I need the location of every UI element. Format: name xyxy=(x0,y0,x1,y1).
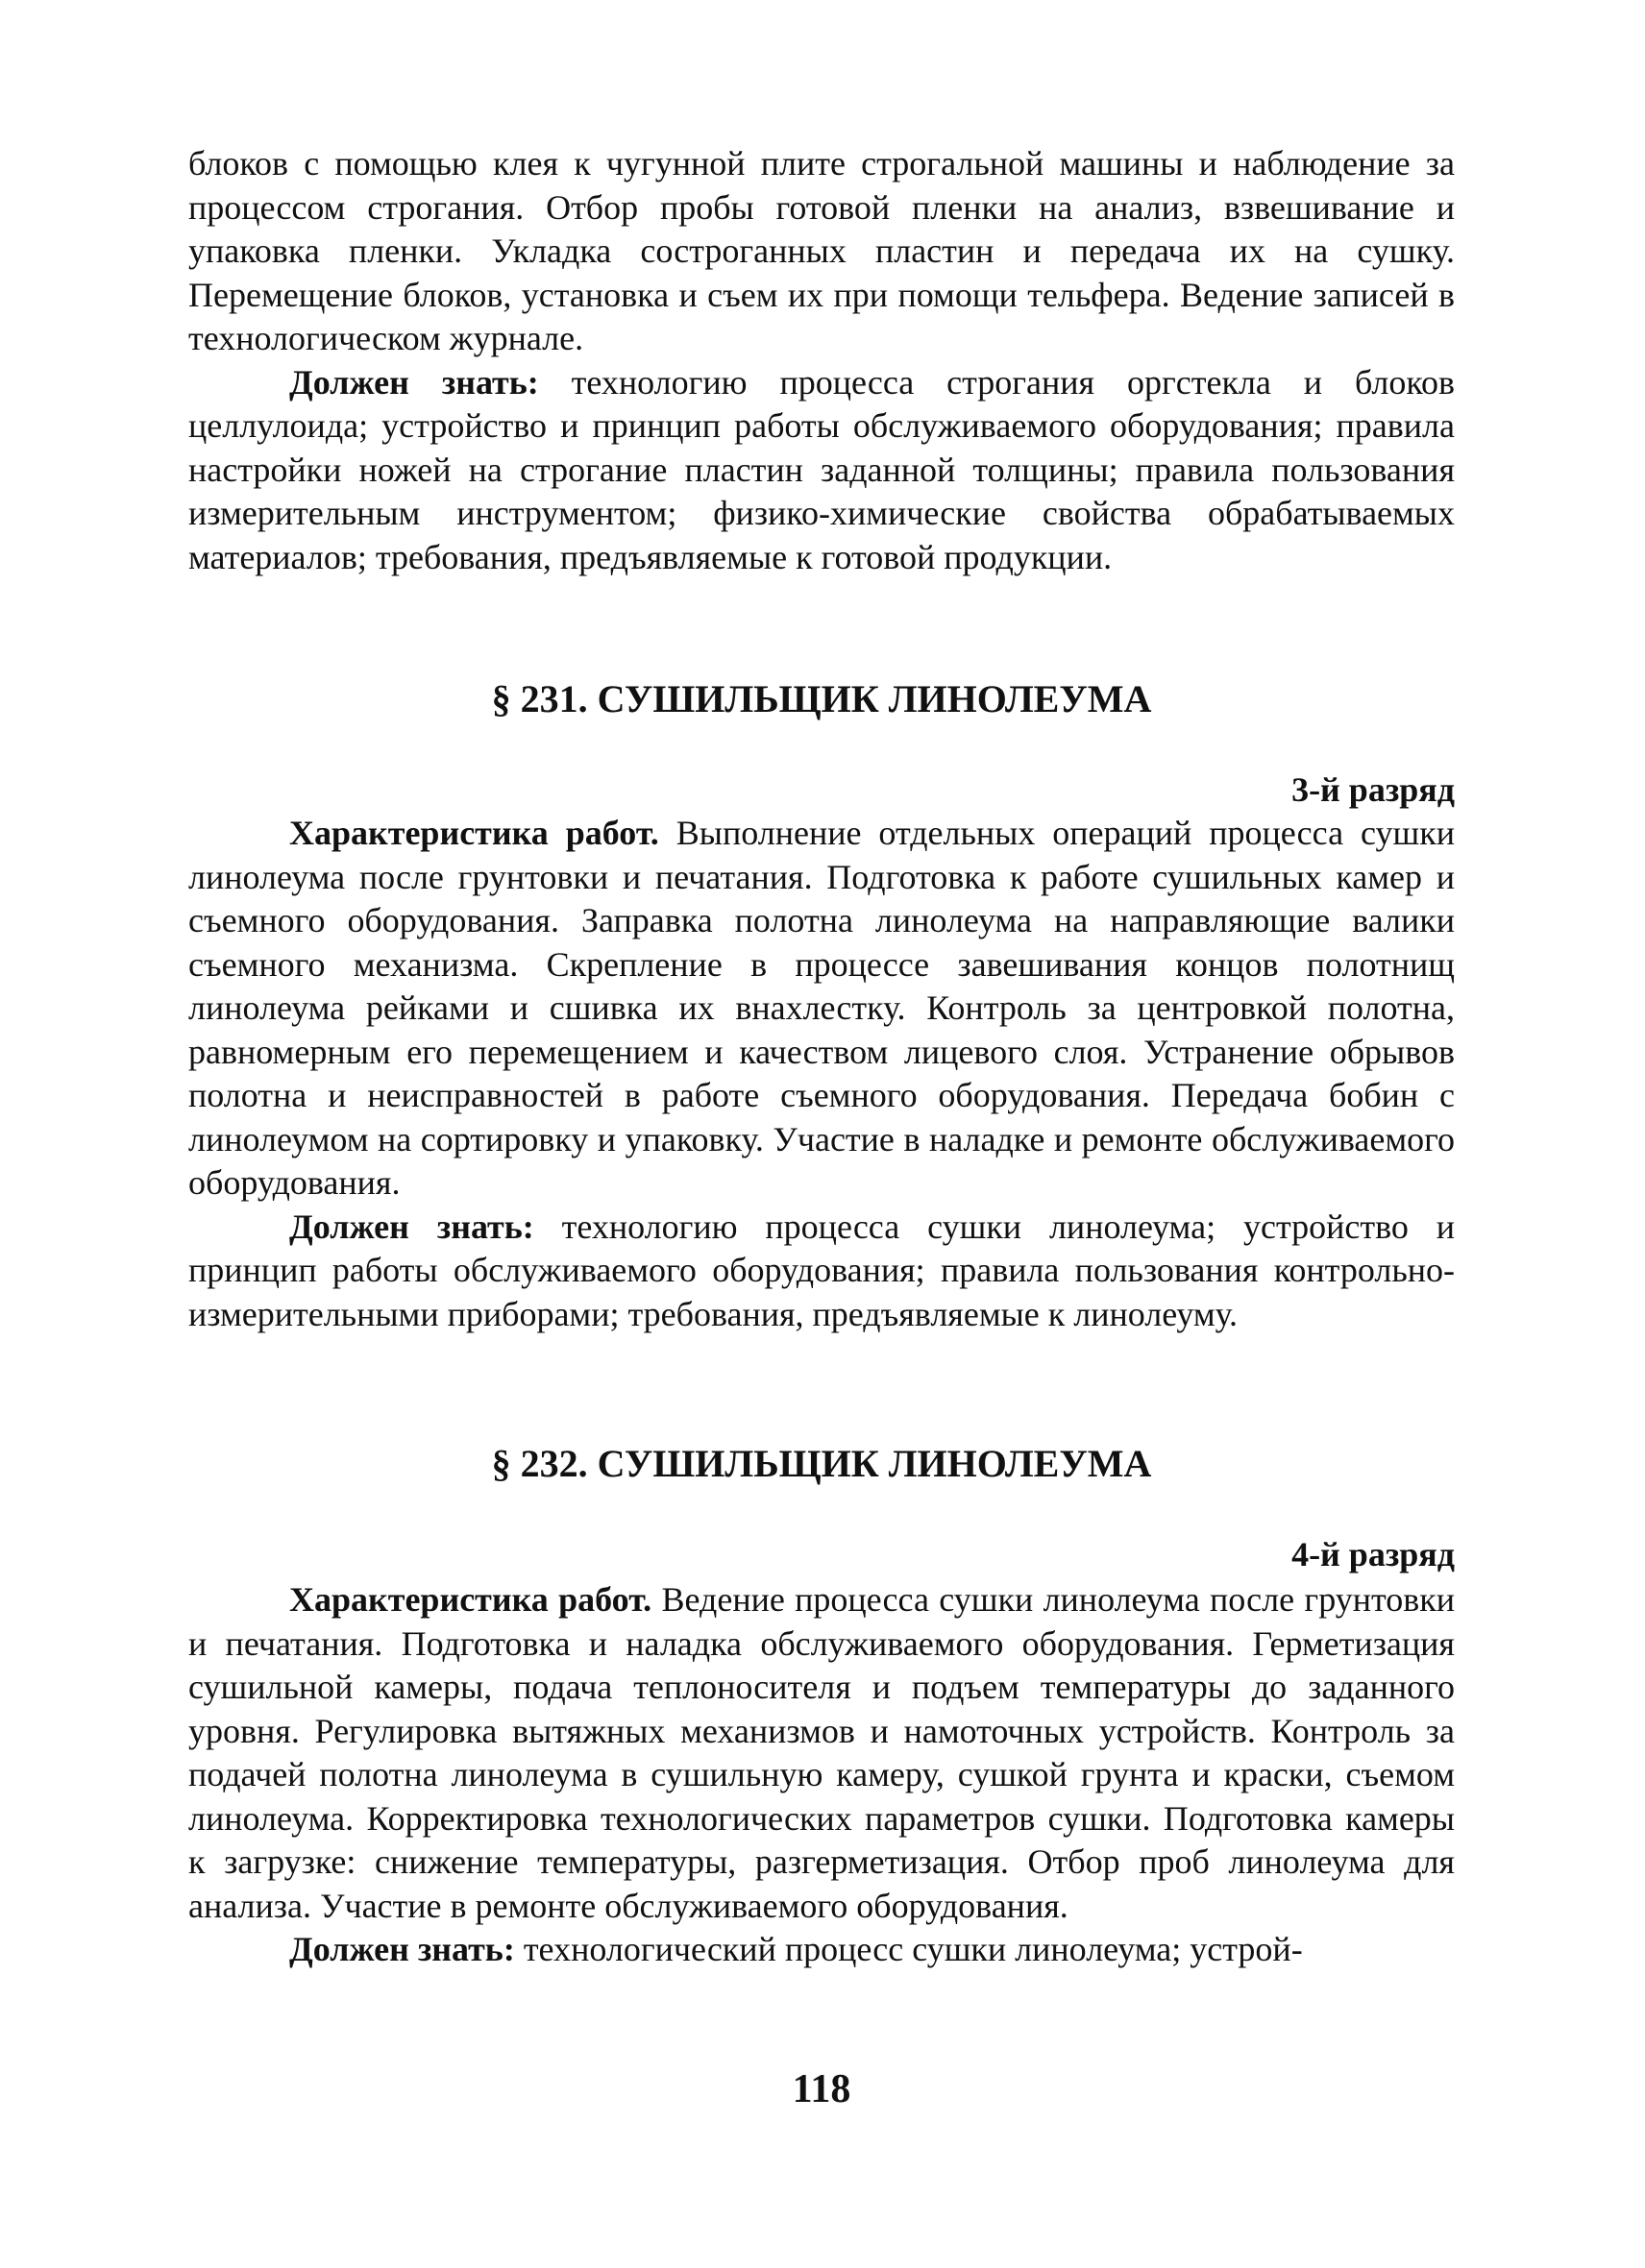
section-title-231: § 231. СУШИЛЬЩИК ЛИНОЛЕУМА xyxy=(491,677,1152,720)
must-know-paragraph xyxy=(188,1928,1455,1972)
characteristics-text: Выполнение отдельных операций процесса сушки линолеума после грунтовки и печатания. Подготовка к работе сушильных камер и съемного оборудования. Заправка полотна линолеума на направляющие валики съемного механизма. Скрепление в процессе завешивания концов полотнищ линолеума рейками и сшивка их внахлестку. Контроль за центровкой полотна, равномерным его перемещением и качеством лицевого слоя. Устранение обрывов полотна и неисправностей в работе съемного оборудования. Передача бобин с линолеумом на сортировку и упаковку. Участие в наладке и ремонте обслуживаемого оборудования. xyxy=(188,814,1455,1202)
rank-label-232: 4-й разряд xyxy=(1291,1535,1455,1573)
page-number: 118 xyxy=(792,2067,851,2111)
must-know-paragraph xyxy=(188,1206,1455,1337)
continuation-must-know xyxy=(188,361,1455,580)
characteristics-paragraph xyxy=(188,1578,1455,1928)
characteristics-text: Ведение процесса сушки линолеума после грунтовки и печатания. Подготовка и наладка обслуживаемого оборудования. Герметизация сушильной камеры, подача теплоносителя и подъем температуры до заданного уровня. Регулировка вытяжных механизмов и намоточных устройств. Контроль за подачей полотна линолеума в сушильную камеру, сушкой грунта и краски, съемом линолеума. Корректировка технологических параметров сушки. Подготовка камеры к загрузке: снижение температуры, разгерметизация. Отбор проб линолеума для анализа. Участие в ремонте обслуживаемого оборудования. xyxy=(188,1580,1455,1925)
rank-label-231: 3-й разряд xyxy=(1291,770,1455,809)
must-know-label: Должен знать: xyxy=(289,1930,515,1968)
must-know-label: Должен знать: xyxy=(289,1207,534,1246)
must-know-text: технологию процесса строгания оргстекла и блоков целлулоида; устройство и принцип работы обслуживаемого оборудования; правила настройки ножей на строгание пластин заданной толщины; правила пользования измерительным инструментом; физико-химические свойства обрабатываемых материалов; требования, предъявляемые к готовой продукции. xyxy=(188,362,1456,576)
continuation-duties: блоков с помощью клея к чугунной плите строгальной машины и наблюдение за процессом строгания. Отбор пробы готовой пленки на анализ, взвешивание и упаковка пленки. Укладка состроганных пластин и передача их на сушку. Перемещение блоков, установка и съем их при помощи тельфера. Ведение записей в технологическом журнале. xyxy=(188,144,1455,357)
must-know-text: технологию процесса сушки линолеума; устройство и принцип работы обслуживаемого оборудования; правила пользования контрольно-измерительными приборами; требования, предъявляемые к линолеуму. xyxy=(188,1207,1455,1333)
characteristics-paragraph xyxy=(188,812,1455,1206)
continuation-block xyxy=(188,142,1455,579)
characteristics-label: Характеристика работ. xyxy=(289,1580,652,1619)
must-know-label: Должен знать: xyxy=(289,362,539,402)
section-body-232 xyxy=(188,1578,1455,1972)
characteristics-label: Характеристика работ. xyxy=(289,814,659,852)
section-body-231 xyxy=(188,812,1455,1336)
section-title-232: § 232. СУШИЛЬЩИК ЛИНОЛЕУМА xyxy=(491,1442,1152,1485)
must-know-text: технологический процесс сушки линолеума; устрой- xyxy=(514,1930,1303,1968)
